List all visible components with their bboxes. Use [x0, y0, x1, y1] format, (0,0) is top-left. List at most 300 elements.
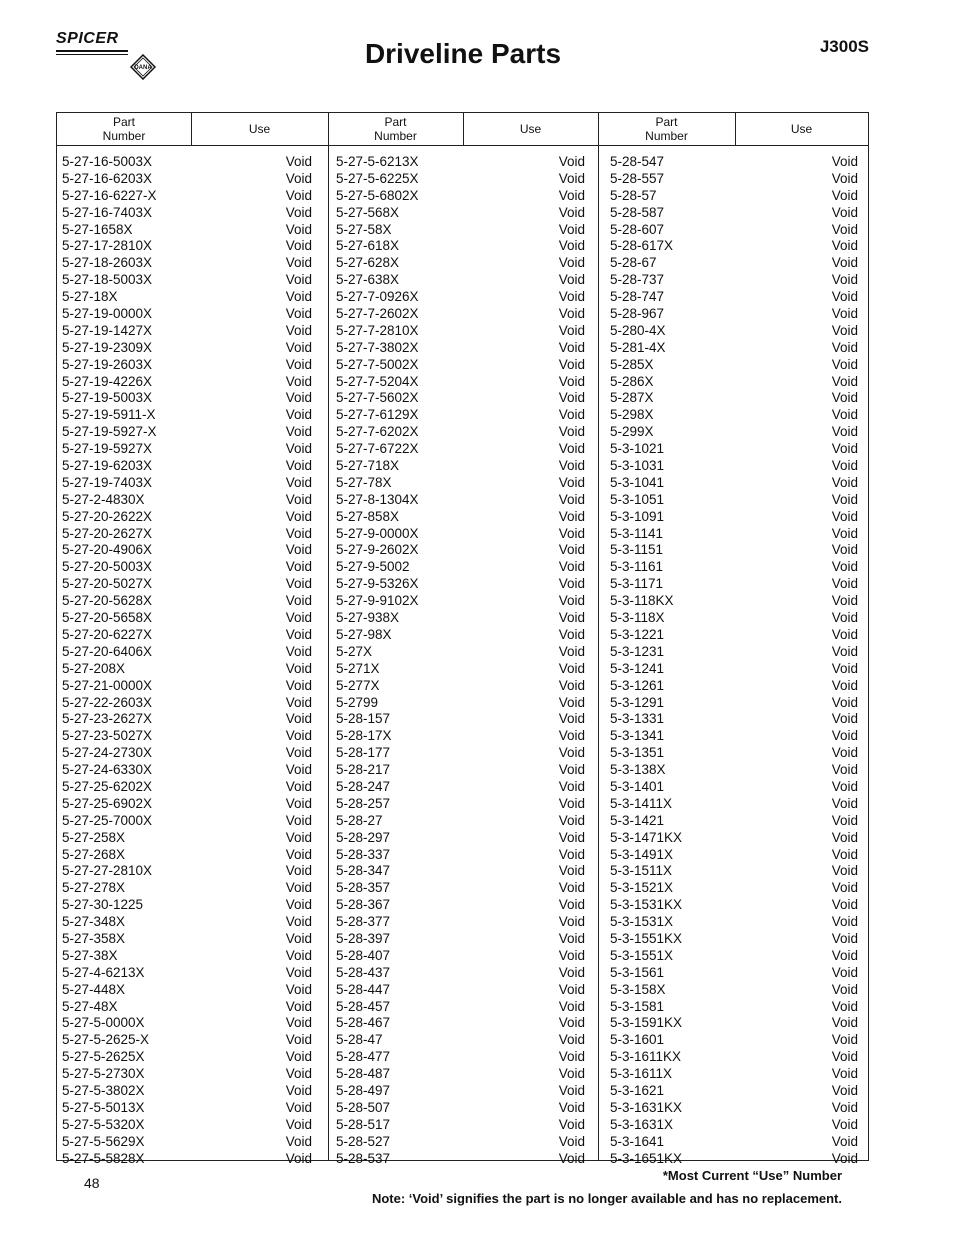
table-row	[610, 1151, 858, 1168]
use-cell: Void	[558, 289, 585, 305]
table-row	[336, 306, 585, 323]
part-number-cell: 5-27-7-6722X	[336, 441, 419, 457]
header-use-1: Use	[248, 122, 271, 136]
part-number-cell: 5-3-1471KX	[610, 829, 683, 845]
part-number-cell: 5-280-4X	[610, 322, 666, 338]
table-row	[336, 678, 585, 695]
part-number-cell: 5-27-638X	[336, 272, 400, 288]
table-row	[336, 492, 585, 509]
use-cell: Void	[831, 441, 858, 457]
part-number-cell: 5-27-858X	[336, 508, 400, 524]
table-row	[336, 222, 585, 239]
table-row	[62, 171, 312, 188]
table-row	[62, 1117, 312, 1134]
part-number-cell: 5-27-19-1427X	[62, 322, 153, 338]
part-number-cell: 5-27-9-2602X	[336, 542, 419, 558]
use-cell: Void	[285, 829, 312, 845]
use-cell: Void	[558, 204, 585, 220]
table-row	[336, 526, 585, 543]
use-cell: Void	[558, 829, 585, 845]
use-cell: Void	[285, 728, 312, 744]
part-number-cell: 5-28-747	[610, 289, 665, 305]
use-cell: Void	[285, 1116, 312, 1132]
part-number-cell: 5-3-1581	[610, 998, 665, 1014]
table-row	[336, 627, 585, 644]
part-number-cell: 5-27-20-6406X	[62, 643, 153, 659]
table-row	[336, 441, 585, 458]
part-number-cell: 5-3-118KX	[610, 593, 674, 609]
table-row	[610, 779, 858, 796]
use-cell: Void	[558, 762, 585, 778]
use-cell: Void	[285, 762, 312, 778]
part-number-cell: 5-28-397	[336, 930, 391, 946]
part-number-cell: 5-27-25-7000X	[62, 812, 153, 828]
part-number-cell: 5-3-1141	[610, 525, 664, 541]
table-row	[62, 999, 312, 1016]
header-part-number-2: Part Number	[374, 115, 417, 143]
use-cell: Void	[831, 238, 858, 254]
use-cell: Void	[558, 846, 585, 862]
table-row	[62, 880, 312, 897]
table-row	[62, 728, 312, 745]
part-number-cell: 5-27-19-0000X	[62, 306, 153, 322]
header-part-number-3: Part Number	[645, 115, 688, 143]
part-number-cell: 5-28-537	[336, 1150, 391, 1166]
part-number-cell: 5-27-16-7403X	[62, 204, 153, 220]
table-row	[336, 880, 585, 897]
use-cell: Void	[558, 1099, 585, 1115]
part-number-cell: 5-27-78X	[336, 474, 392, 490]
part-number-cell: 5-27-5-2625X	[62, 1049, 145, 1065]
use-cell: Void	[558, 559, 585, 575]
part-number-cell: 5-28-527	[336, 1133, 391, 1149]
use-cell: Void	[558, 356, 585, 372]
table-row	[62, 475, 312, 492]
table-row	[62, 914, 312, 931]
part-number-cell: 5-27-7-2602X	[336, 306, 419, 322]
part-number-cell: 5-28-217	[336, 762, 391, 778]
table-row	[336, 407, 585, 424]
part-number-cell: 5-27-7-2810X	[336, 322, 419, 338]
use-cell: Void	[831, 170, 858, 186]
part-number-cell: 5-28-47	[336, 1032, 383, 1048]
use-cell: Void	[558, 1066, 585, 1082]
part-number-cell: 5-28-497	[336, 1082, 391, 1098]
table-row	[62, 340, 312, 357]
part-number-cell: 5-27-58X	[336, 221, 392, 237]
part-number-cell: 5-27-18-5003X	[62, 272, 153, 288]
use-cell: Void	[831, 322, 858, 338]
part-number-cell: 5-28-247	[336, 778, 391, 794]
table-row	[610, 390, 858, 407]
use-cell: Void	[831, 1099, 858, 1115]
table-row	[62, 441, 312, 458]
part-number-cell: 5-3-1491X	[610, 846, 674, 862]
table-row	[336, 965, 585, 982]
table-row	[610, 458, 858, 475]
table-row	[610, 847, 858, 864]
part-number-cell: 5-299X	[610, 424, 654, 440]
part-number-cell: 5-27-5-5828X	[62, 1150, 145, 1166]
table-row	[62, 542, 312, 559]
table-row	[62, 1066, 312, 1083]
part-number-cell: 5-3-1621	[610, 1082, 665, 1098]
table-row	[336, 745, 585, 762]
part-number-cell: 5-27-718X	[336, 458, 400, 474]
table-row	[610, 1032, 858, 1049]
part-number-cell: 5-27-7-6202X	[336, 424, 419, 440]
table-row	[336, 796, 585, 813]
part-number-cell: 5-271X	[336, 660, 380, 676]
header-part-number-1: Part Number	[102, 115, 146, 143]
table-row	[610, 914, 858, 931]
table-row	[336, 542, 585, 559]
use-cell: Void	[285, 964, 312, 980]
table-row	[336, 255, 585, 272]
use-cell: Void	[285, 474, 312, 490]
use-cell: Void	[831, 795, 858, 811]
table-row	[610, 1066, 858, 1083]
table-row	[62, 238, 312, 255]
table-row	[62, 847, 312, 864]
part-number-cell: 5-3-1221	[610, 626, 665, 642]
table-row	[62, 374, 312, 391]
use-cell: Void	[831, 1015, 858, 1031]
part-number-cell: 5-3-1161	[610, 559, 664, 575]
use-cell: Void	[558, 390, 585, 406]
use-cell: Void	[558, 897, 585, 913]
use-cell: Void	[285, 508, 312, 524]
table-row	[610, 830, 858, 847]
part-number-cell: 5-3-138X	[610, 762, 666, 778]
use-cell: Void	[285, 947, 312, 963]
use-cell: Void	[831, 204, 858, 220]
part-number-cell: 5-28-447	[336, 981, 391, 997]
table-row	[336, 610, 585, 627]
void-note: Note: ‘Void’ signifies the part is no longer available and has no replacement.	[371, 1191, 842, 1206]
column-divider	[598, 113, 599, 1160]
use-cell: Void	[285, 1032, 312, 1048]
part-number-cell: 5-27-358X	[62, 930, 126, 946]
table-row	[336, 323, 585, 340]
page-number: 48	[84, 1175, 100, 1191]
use-cell: Void	[831, 373, 858, 389]
table-row	[610, 272, 858, 289]
part-number-cell: 5-28-607	[610, 221, 665, 237]
use-cell: Void	[285, 187, 312, 203]
part-number-cell: 5-28-27	[336, 812, 383, 828]
part-number-cell: 5-3-118X	[610, 610, 665, 626]
table-row	[610, 661, 858, 678]
use-cell: Void	[831, 660, 858, 676]
part-number-cell: 5-27-5-6225X	[336, 170, 419, 186]
part-number-cell: 5-3-1151	[610, 542, 664, 558]
part-number-cell: 5-28-257	[336, 795, 391, 811]
use-cell: Void	[285, 1133, 312, 1149]
use-cell: Void	[558, 238, 585, 254]
use-cell: Void	[558, 407, 585, 423]
part-number-cell: 5-3-1401	[610, 778, 665, 794]
table-row	[610, 796, 858, 813]
header-use-2: Use	[519, 122, 542, 136]
use-cell: Void	[285, 1150, 312, 1166]
use-cell: Void	[831, 1049, 858, 1065]
part-number-cell: 5-27-618X	[336, 238, 400, 254]
use-cell: Void	[831, 1066, 858, 1082]
use-cell: Void	[831, 762, 858, 778]
use-cell: Void	[831, 626, 858, 642]
table-row	[62, 1100, 312, 1117]
part-number-cell: 5-28-587	[610, 204, 665, 220]
use-cell: Void	[285, 339, 312, 355]
part-number-cell: 5-3-1341	[610, 728, 665, 744]
use-cell: Void	[831, 474, 858, 490]
use-cell: Void	[558, 1015, 585, 1031]
part-number-cell: 5-27-20-5027X	[62, 576, 153, 592]
part-number-cell: 5-3-1631X	[610, 1116, 674, 1132]
use-cell: Void	[558, 424, 585, 440]
table-row	[62, 593, 312, 610]
use-cell: Void	[831, 559, 858, 575]
use-cell: Void	[558, 795, 585, 811]
use-cell: Void	[285, 610, 312, 626]
part-number-cell: 5-3-1051	[610, 491, 665, 507]
table-row	[610, 306, 858, 323]
table-row	[610, 357, 858, 374]
part-number-cell: 5-3-1091	[610, 508, 665, 524]
use-cell: Void	[285, 643, 312, 659]
table-row	[336, 1083, 585, 1100]
use-cell: Void	[831, 694, 858, 710]
part-number-cell: 5-3-1591KX	[610, 1015, 683, 1031]
table-row	[610, 728, 858, 745]
use-cell: Void	[285, 914, 312, 930]
table-row	[62, 255, 312, 272]
table-row	[336, 847, 585, 864]
table-row	[336, 779, 585, 796]
table-row	[62, 627, 312, 644]
use-cell: Void	[285, 778, 312, 794]
use-cell: Void	[285, 1015, 312, 1031]
use-cell: Void	[831, 508, 858, 524]
use-cell: Void	[558, 1082, 585, 1098]
use-cell: Void	[558, 272, 585, 288]
use-cell: Void	[285, 897, 312, 913]
column-divider	[328, 113, 329, 1160]
part-number-cell: 5-27-19-6203X	[62, 458, 153, 474]
use-cell: Void	[558, 373, 585, 389]
table-row	[610, 762, 858, 779]
part-number-cell: 5-27-5-6213X	[336, 154, 419, 169]
use-cell: Void	[285, 390, 312, 406]
table-row	[336, 357, 585, 374]
table-row	[336, 1134, 585, 1151]
table-row	[336, 238, 585, 255]
part-number-cell: 5-27-20-6227X	[62, 626, 153, 642]
part-number-cell: 5-3-1561	[610, 964, 665, 980]
use-cell: Void	[831, 1082, 858, 1098]
use-cell: Void	[558, 863, 585, 879]
use-cell: Void	[285, 559, 312, 575]
parts-column-2	[336, 154, 585, 1167]
table-row	[62, 526, 312, 543]
part-number-cell: 5-28-347	[336, 863, 391, 879]
table-row	[336, 272, 585, 289]
parts-column-3	[610, 154, 858, 1167]
table-row	[610, 289, 858, 306]
part-number-cell: 5-3-1171	[610, 576, 664, 592]
use-cell: Void	[558, 964, 585, 980]
use-cell: Void	[558, 576, 585, 592]
table-row	[336, 154, 585, 171]
table-row	[336, 559, 585, 576]
table-row	[610, 745, 858, 762]
table-row	[62, 576, 312, 593]
part-number-cell: 5-28-407	[336, 947, 391, 963]
use-cell: Void	[285, 272, 312, 288]
part-number-cell: 5-281-4X	[610, 339, 666, 355]
use-cell: Void	[558, 322, 585, 338]
table-row	[62, 982, 312, 999]
use-cell: Void	[831, 390, 858, 406]
part-number-cell: 5-27-21-0000X	[62, 677, 153, 693]
table-row	[610, 897, 858, 914]
part-number-cell: 5-2799	[336, 694, 379, 710]
table-row	[610, 1100, 858, 1117]
part-number-cell: 5-27-7-6129X	[336, 407, 419, 423]
part-number-cell: 5-286X	[610, 373, 654, 389]
table-row	[610, 593, 858, 610]
part-number-cell: 5-28-487	[336, 1066, 391, 1082]
use-cell: Void	[285, 812, 312, 828]
table-row	[336, 458, 585, 475]
use-cell: Void	[831, 880, 858, 896]
table-row	[610, 1083, 858, 1100]
part-number-cell: 5-3-1551KX	[610, 930, 683, 946]
use-cell: Void	[285, 863, 312, 879]
part-number-cell: 5-27-20-5628X	[62, 593, 153, 609]
table-row	[62, 1049, 312, 1066]
part-number-cell: 5-27-98X	[336, 626, 392, 642]
use-cell: Void	[831, 289, 858, 305]
use-cell: Void	[831, 187, 858, 203]
part-number-cell: 5-27-5-3802X	[62, 1082, 145, 1098]
table-row	[336, 171, 585, 188]
part-number-cell: 5-27-7-5602X	[336, 390, 419, 406]
use-cell: Void	[831, 829, 858, 845]
table-row	[610, 695, 858, 712]
use-cell: Void	[831, 998, 858, 1014]
table-row	[62, 559, 312, 576]
table-row	[62, 813, 312, 830]
part-number-cell: 5-27-22-2603X	[62, 694, 153, 710]
table-row	[62, 509, 312, 526]
part-number-cell: 5-3-1031	[610, 458, 665, 474]
table-row	[336, 1100, 585, 1117]
use-cell: Void	[831, 643, 858, 659]
part-number-cell: 5-285X	[610, 356, 654, 372]
use-cell: Void	[558, 593, 585, 609]
use-cell: Void	[831, 542, 858, 558]
table-row	[610, 999, 858, 1016]
table-row	[610, 982, 858, 999]
table-row	[62, 644, 312, 661]
table-row	[62, 830, 312, 847]
part-number-cell: 5-27-5-2625-X	[62, 1032, 150, 1048]
use-cell: Void	[831, 947, 858, 963]
use-cell: Void	[558, 1049, 585, 1065]
part-number-cell: 5-28-337	[336, 846, 391, 862]
table-row	[610, 374, 858, 391]
use-cell: Void	[285, 306, 312, 322]
table-row	[336, 982, 585, 999]
table-row	[336, 509, 585, 526]
header-use-3: Use	[790, 122, 813, 136]
use-cell: Void	[831, 306, 858, 322]
header-divider	[191, 113, 192, 146]
part-number-cell: 5-27-19-5911-X	[62, 407, 156, 423]
part-number-cell: 5-3-1351	[610, 745, 665, 761]
table-row	[62, 289, 312, 306]
use-cell: Void	[558, 170, 585, 186]
use-cell: Void	[831, 1133, 858, 1149]
table-row	[62, 205, 312, 222]
table-row	[336, 813, 585, 830]
use-cell: Void	[831, 897, 858, 913]
part-number-cell: 5-3-1531KX	[610, 897, 683, 913]
table-row	[610, 424, 858, 441]
table-row	[610, 407, 858, 424]
table-row	[610, 931, 858, 948]
part-number-cell: 5-3-1551X	[610, 947, 674, 963]
use-cell: Void	[831, 846, 858, 862]
part-number-cell: 5-3-1411X	[610, 795, 673, 811]
table-row	[610, 813, 858, 830]
use-cell: Void	[831, 221, 858, 237]
part-number-cell: 5-28-17X	[336, 728, 392, 744]
part-number-cell: 5-27-20-4906X	[62, 542, 153, 558]
part-number-cell: 5-27-278X	[62, 880, 126, 896]
use-cell: Void	[831, 154, 858, 169]
use-cell: Void	[558, 745, 585, 761]
table-row	[336, 1049, 585, 1066]
use-cell: Void	[831, 1032, 858, 1048]
table-row	[62, 610, 312, 627]
use-cell: Void	[285, 424, 312, 440]
part-number-cell: 5-28-377	[336, 914, 391, 930]
table-row	[610, 559, 858, 576]
part-number-cell: 5-27-4-6213X	[62, 964, 145, 980]
table-row	[336, 999, 585, 1016]
part-number-cell: 5-27-20-2622X	[62, 508, 153, 524]
use-cell: Void	[831, 728, 858, 744]
use-cell: Void	[285, 745, 312, 761]
part-number-cell: 5-27-9-5326X	[336, 576, 419, 592]
table-row	[610, 475, 858, 492]
use-cell: Void	[558, 187, 585, 203]
table-row	[336, 593, 585, 610]
use-cell: Void	[831, 339, 858, 355]
part-number-cell: 5-27-38X	[62, 947, 118, 963]
table-row	[610, 948, 858, 965]
table-row	[62, 1134, 312, 1151]
part-number-cell: 5-3-1631KX	[610, 1099, 683, 1115]
table-row	[62, 678, 312, 695]
table-row	[610, 711, 858, 728]
use-cell: Void	[831, 424, 858, 440]
table-row	[610, 880, 858, 897]
table-row	[62, 458, 312, 475]
